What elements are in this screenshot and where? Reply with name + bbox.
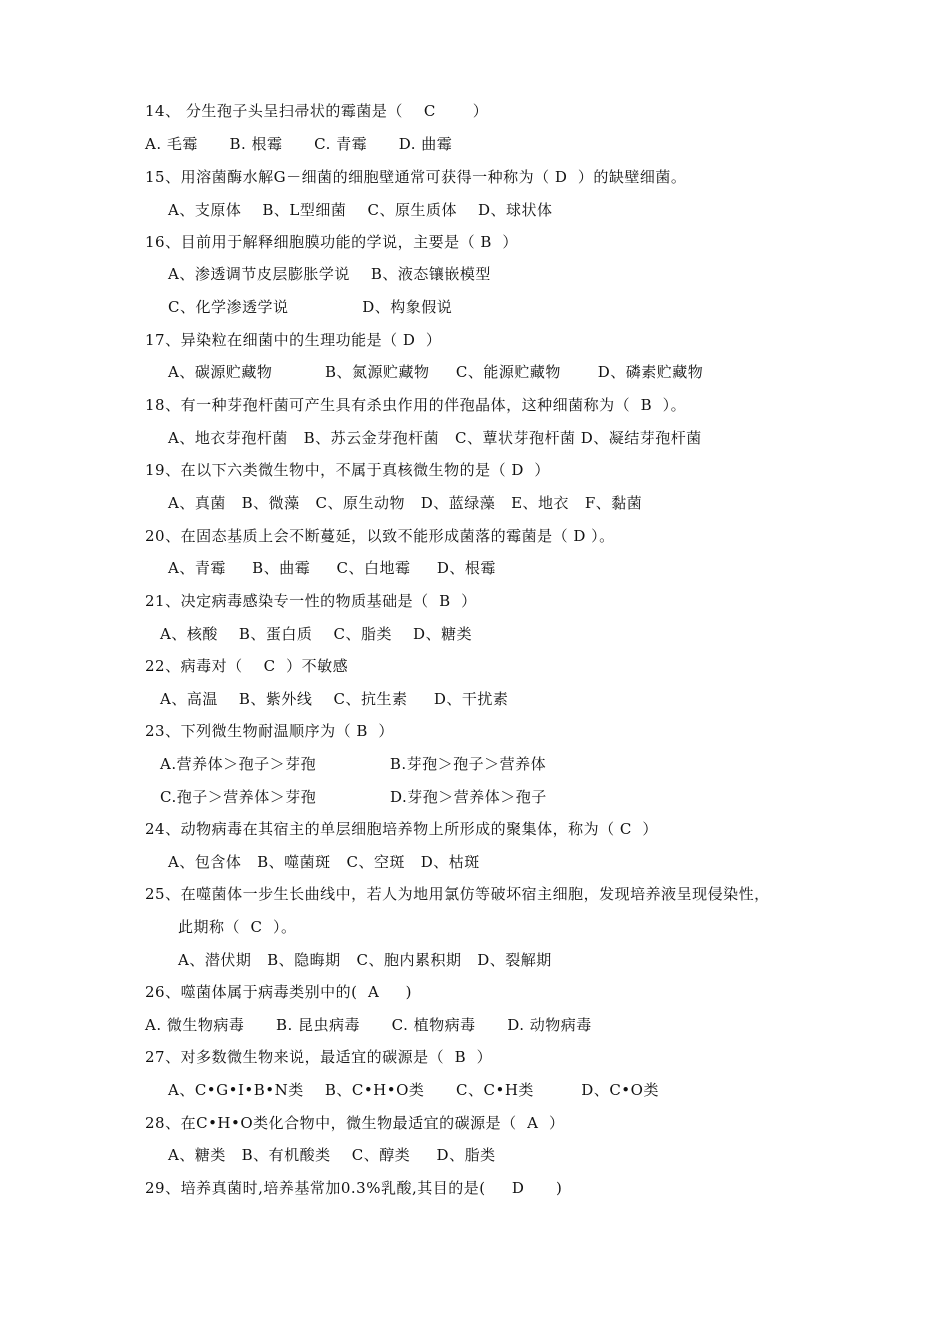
question-16-options-a: A、渗透调节皮层膨胀学说 B、液态镶嵌模型	[168, 265, 491, 283]
question-28-options: A、糖类 B、有机酸类 C、醇类 D、脂类	[168, 1146, 496, 1164]
question-15: 15、用溶菌酶水解G－细菌的细胞壁通常可获得一种称为（ D ）的缺壁细菌。	[145, 168, 687, 186]
question-26: 26、噬菌体属于病毒类别中的( A )	[145, 983, 413, 1001]
question-27-options: A、C•G•I•B•N类 B、C•H•O类 C、C•H类 D、C•O类	[168, 1081, 659, 1099]
question-23: 23、下列微生物耐温顺序为（ B ）	[145, 722, 394, 740]
question-16-options-b: C、化学渗透学说 D、构象假说	[168, 298, 453, 316]
question-21: 21、决定病毒感染专一性的物质基础是（ B ）	[145, 592, 477, 610]
question-28: 28、在C•H•O类化合物中，微生物最适宜的碳源是（ A ）	[145, 1114, 565, 1132]
question-16: 16、目前用于解释细胞膜功能的学说，主要是（ B ）	[145, 233, 518, 251]
question-20: 20、在固态基质上会不断蔓延，以致不能形成菌落的霉菌是（ D ）。	[145, 527, 615, 545]
question-25: 25、在噬菌体一步生长曲线中，若人为地用氯仿等破坏宿主细胞，发现培养液呈现侵染性，	[145, 885, 770, 903]
question-21-options: A、核酸 B、蛋白质 C、脂类 D、糖类	[160, 625, 473, 643]
question-23-options-b: C.孢子＞营养体＞芽孢 D.芽孢＞营养体＞孢子	[160, 788, 547, 806]
question-22: 22、病毒对（ C ）不敏感	[145, 657, 349, 675]
question-15-options: A、支原体 B、L型细菌 C、原生质体 D、球状体	[168, 201, 553, 219]
question-18: 18、有一种芽孢杆菌可产生具有杀虫作用的伴孢晶体，这种细菌称为（ B ）。	[145, 396, 687, 414]
question-19-options: A、真菌 B、微藻 C、原生动物 D、蓝绿藻 E、地衣 F、黏菌	[168, 494, 643, 512]
question-27: 27、对多数微生物来说，最适宜的碳源是（ B ）	[145, 1048, 493, 1066]
question-26-options: A. 微生物病毒 B. 昆虫病毒 C. 植物病毒 D. 动物病毒	[145, 1016, 592, 1034]
question-19: 19、在以下六类微生物中，不属于真核微生物的是（ D ）	[145, 461, 550, 479]
question-23-options-a: A.营养体＞孢子＞芽孢 B.芽孢＞孢子＞营养体	[160, 755, 547, 773]
question-25-options: A、潜伏期 B、隐晦期 C、胞内累积期 D、裂解期	[178, 951, 552, 969]
question-18-options: A、地衣芽孢杆菌 B、苏云金芽孢杆菌 C、蕈状芽孢杆菌 D、凝结芽孢杆菌	[168, 429, 702, 447]
question-17-options: A、碳源贮藏物 B、氮源贮藏物 C、能源贮藏物 D、磷素贮藏物	[168, 363, 704, 381]
question-24-options: A、包含体 B、噬菌斑 C、空斑 D、枯斑	[168, 853, 480, 871]
question-17: 17、异染粒在细菌中的生理功能是（ D ）	[145, 331, 442, 349]
question-14: 14、 分生孢子头呈扫帚状的霉菌是（ C ）	[145, 102, 489, 120]
question-25-cont: 此期称（ C ）。	[178, 918, 297, 936]
question-14-options: A. 毛霉 B. 根霉 C. 青霉 D. 曲霉	[145, 135, 453, 153]
question-20-options: A、青霉 B、曲霉 C、白地霉 D、根霉	[168, 559, 496, 577]
question-22-options: A、高温 B、紫外线 C、抗生素 D、干扰素	[160, 690, 509, 708]
question-29: 29、培养真菌时,培养基常加0.3%乳酸,其目的是( D )	[145, 1179, 563, 1197]
question-24: 24、动物病毒在其宿主的单层细胞培养物上所形成的聚集体，称为（ C ）	[145, 820, 658, 838]
